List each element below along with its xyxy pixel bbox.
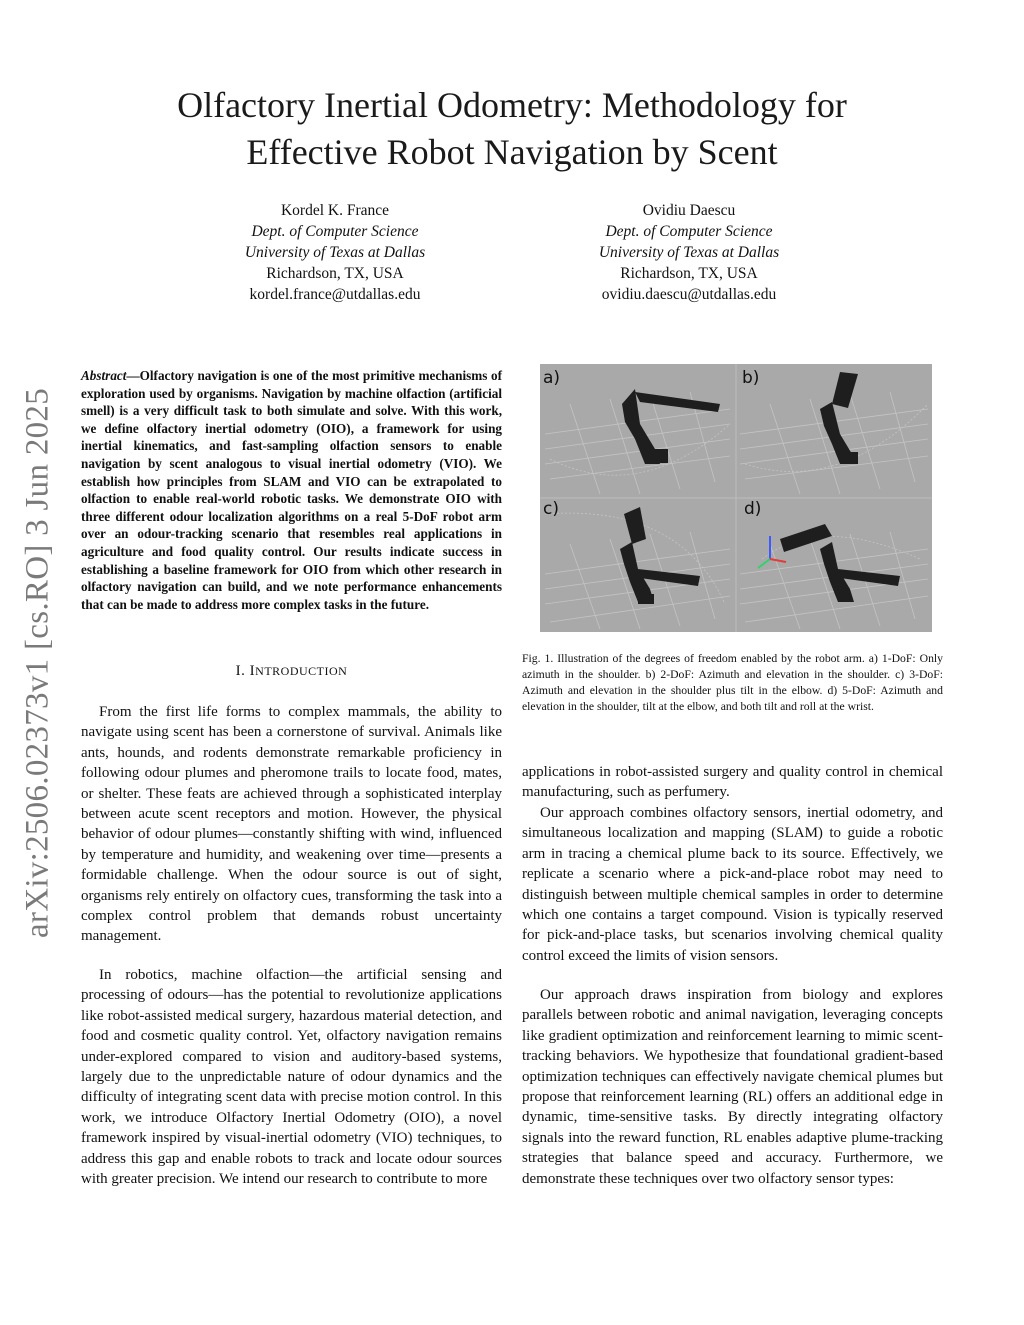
arxiv-stamp (16, 368, 60, 958)
abstract (81, 367, 502, 613)
author-dept: Dept. of Computer Science (605, 223, 773, 240)
paper-title (80, 82, 944, 176)
section-title-rest: NTRODUCTION (255, 664, 348, 678)
author-email[interactable]: kordel.france@utdallas.edu (249, 286, 421, 303)
author-dept: Dept. of Computer Science (251, 223, 419, 240)
figure-caption: Fig. 1. Illustration of the degrees of freedom enabled by the robot arm. a) 1-DoF: Only azimuth in the shoulder. b) 2-DoF: Azimuth and elevation in the shoulder. c) 3-DoF: Azimuth and elevation in the shoulder plus tilt in the elbow. d) 5-DoF: Azimuth and elevation in the shoulder, tilt at the elbow, and both tilt and roll at the wrist. (522, 652, 943, 713)
right-paragraph-1: applications in robot-assisted surgery and quality control in chemical manufacturing, such as perfumery. (522, 764, 943, 801)
panel-label-b: b) (742, 368, 760, 388)
section-title-first: I (249, 663, 256, 679)
title-line-1: Olfactory Inertial Odometry: Methodology for (177, 85, 847, 125)
abstract-text: —Olfactory navigation is one of the most primitive mechanisms of exploration used by organisms. Navigation by machine olfaction (artificial smell) is a very difficult task to both simulate and solve. With this work, we define olfactory inertial odometry (OIO), a framework for using inertial kinematics, and fast-sampling olfaction sensors to enable navigation by scent analogous to visual inertial odometry (VIO). We establish how principles from SLAM and VIO can be extrapolated to olfaction to enable real-world robotic tasks. We demonstrate OIO with three different odour localization algorithms on a real 5-DoF robot arm over an odour-tracking scenario that resembles real applications in agriculture and food quality control. Our results indicate success in establishing a baseline framework for OIO from which other research in olfactory navigation can build, and we note performance enhancements that can be made to address more complex tasks in the future. (81, 368, 502, 612)
intro-paragraph-1: From the first life forms to complex mammals, the ability to navigate using scent has been a cornerstone of survival. Animals like ants, hounds, and rodents demonstrate remarkable proficiency in following odour plumes and pheromone trails to locate food, mates, or shelter. These feats are achieved through a sophisticated interplay between acute scent receptors and motion. However, the physical behavior of odour plumes—constantly shifting with wind, influenced by temperature and humidity, and weakening over time—presents a formidable challenge. When the odour source is out of sight, organisms rely entirely on olfactory cues, transforming the task into a complex control problem that demands robust uncertainty management. (81, 704, 502, 945)
panel-label-d: d) (744, 499, 762, 519)
section-number: I. (235, 663, 246, 679)
section-heading (81, 663, 502, 680)
author-block-2 (519, 200, 859, 305)
intro-paragraph-2: In robotics, machine olfaction—the artificial sensing and processing of odours—has the potential to revolutionize applications like robot-assisted medical surgery, hazardous material detection, and food and cosmetic quality control. Yet, olfactory navigation remains under-explored compared to vision and auditory-based systems, largely due to the unpredictable nature of odour dynamics and the difficulty of integrating scent data with precise motion control. In this work, we introduce Olfactory Inertial Odometry (OIO), a novel framework inspired by visual-inertial odometry (VIO) techniques, to address this gap and enable robots to track and locate odour sources with greater precision. We intend our research to contribute to more (81, 967, 502, 1188)
title-line-2: Effective Robot Navigation by Scent (246, 132, 778, 172)
abstract-label: Abstract (81, 368, 127, 383)
arxiv-id: arXiv:2506.02373v1 [cs.RO] 3 Jun 2025 (19, 387, 56, 939)
robot-arm-figure (540, 364, 932, 632)
right-paragraph-2: Our approach combines olfactory sensors, inertial odometry, and simultaneous localization and mapping (SLAM) to guide a robotic arm in tracing a chemical plume back to its source. Effectively, we replicate a scenario where a pick-and-place robot may need to distinguish between multiple chemical samples in order to determine which one contains a target compound. Vision is typically reserved for pick-and-place tasks, but scenarios involving chemical quality control exceed the limits of vision sensors. (522, 805, 943, 964)
author-location: Richardson, TX, USA (266, 265, 404, 282)
author-location: Richardson, TX, USA (620, 265, 758, 282)
figure-1 (540, 364, 932, 632)
author-university: University of Texas at Dallas (598, 244, 780, 261)
author-name: Kordel K. France (280, 202, 390, 219)
panel-label-c: c) (543, 499, 559, 519)
panel-label-a: a) (543, 368, 561, 388)
author-block-1 (165, 200, 505, 305)
author-email[interactable]: ovidiu.daescu@utdallas.edu (601, 286, 777, 303)
author-name: Ovidiu Daescu (642, 202, 736, 219)
author-university: University of Texas at Dallas (244, 244, 426, 261)
right-paragraph-3: Our approach draws inspiration from biology and explores parallels between robotic and animal navigation, leveraging concepts like gradient optimization and reinforcement learning to mimic scent-tracking behaviors. We hypothesize that foundational gradient-based optimization techniques can effectively navigate chemical plumes but propose that reinforcement learning (RL) offers an additional edge in dynamic, time-sensitive tasks. By directly integrating olfactory signals into the reward function, RL enables adaptive plume-tracking strategies that balance speed and accuracy. Furthermore, we demonstrate these techniques over two olfactory sensor types: (522, 987, 943, 1187)
